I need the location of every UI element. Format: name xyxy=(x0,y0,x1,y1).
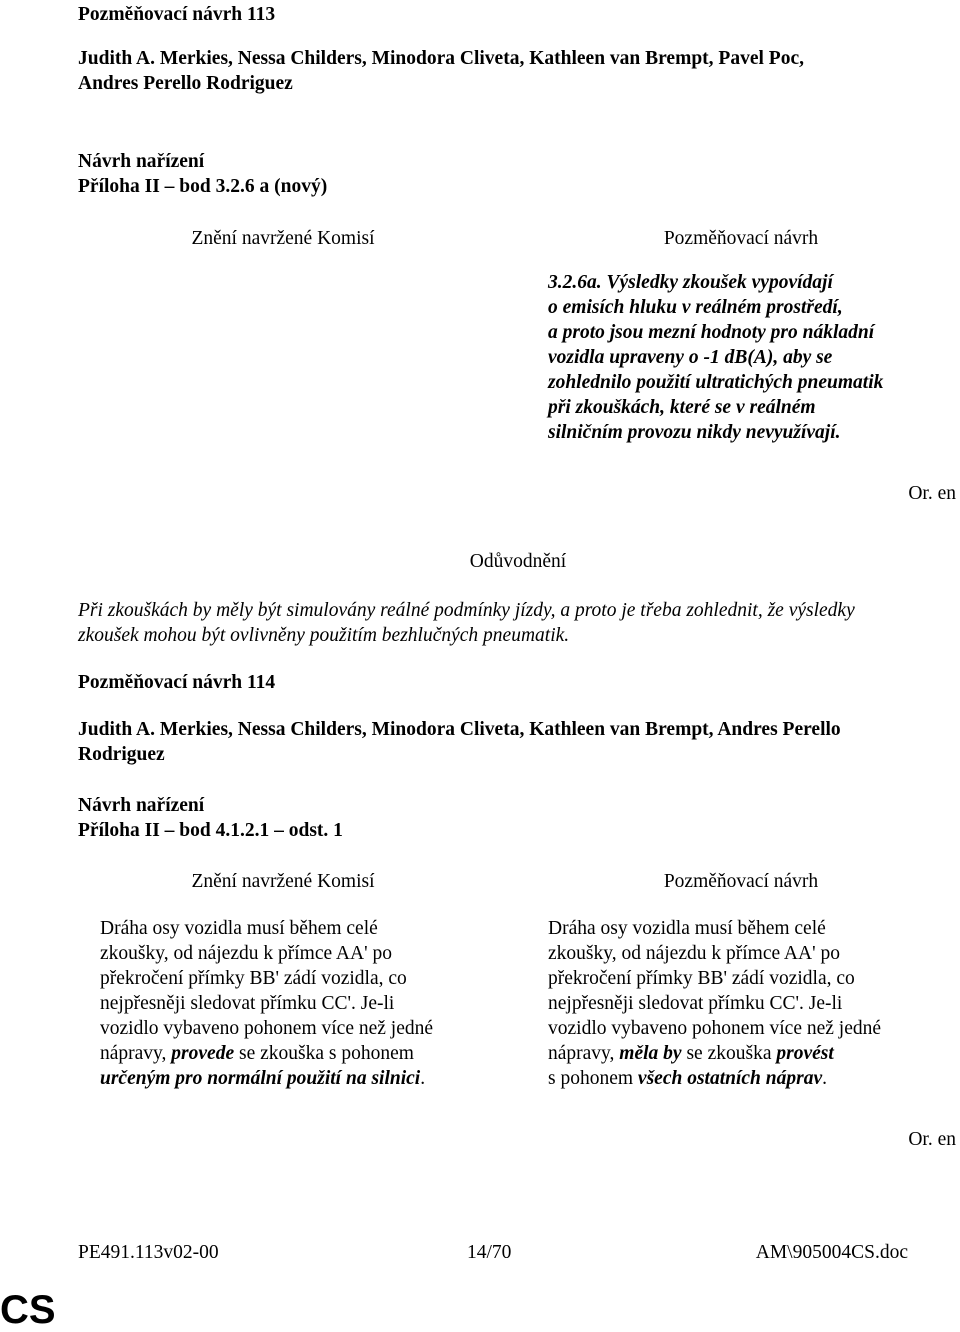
amendment-114-amendment-text xyxy=(548,916,938,1091)
text-run: nápravy, xyxy=(548,1043,620,1064)
amendment-113-commission-text-heading: Znění navržené Komisí xyxy=(191,228,375,249)
amendment-113-text-line: silničním provozu nikdy nevyužívají. xyxy=(548,422,841,443)
text-run: se zkouška s pohonem xyxy=(234,1043,414,1064)
footer-page-number: 14/70 xyxy=(467,1242,512,1263)
amendment-114-original-language: Or. en xyxy=(908,1129,956,1150)
changed-text: určeným pro normální použití na silnici xyxy=(100,1068,421,1089)
amendment-114-reference: Příloha II – bod 4.1.2.1 – odst. 1 xyxy=(78,820,343,841)
amendment-text-line: nejpřesněji sledovat přímku CC'. Je-li xyxy=(548,993,843,1014)
amendment-text-line: vozidlo vybaveno pohonem více než jedné xyxy=(548,1018,882,1039)
amendment-text-line: zkoušky, od nájezdu k přímce AA' po xyxy=(548,943,840,964)
amendment-113-justification-line2: zkoušek mohou být ovlivněny použitím bezhlučných pneumatik. xyxy=(78,625,570,646)
amendment-text-line xyxy=(548,1041,938,1066)
changed-text: všech ostatních náprav xyxy=(637,1068,823,1089)
footer-document-reference: PE491.113v02-00 xyxy=(78,1242,219,1263)
amendment-text-line: Dráha osy vozidla musí během celé xyxy=(548,918,826,939)
amendment-113-text-line: při zkouškách, které se v reálném xyxy=(548,397,816,418)
amendment-114-amendment-heading: Pozměňovací návrh xyxy=(663,871,819,892)
amendment-114-authors-line1: Judith A. Merkies, Nessa Childers, Minodora Cliveta, Kathleen van Brempt, Andres Perello xyxy=(78,719,841,740)
commission-text-line: Dráha osy vozidla musí během celé xyxy=(100,918,378,939)
amendment-text-line xyxy=(548,1066,938,1091)
changed-text: provést xyxy=(776,1043,834,1064)
amendment-113-amendment-text xyxy=(548,270,938,445)
amendment-114-title: Pozměňovací návrh 114 xyxy=(78,672,276,693)
amendment-114-commission-text-heading: Znění navržené Komisí xyxy=(191,871,375,892)
commission-text-line: překročení přímky BB' zádí vozidla, co xyxy=(100,968,407,989)
amendment-113-reference: Příloha II – bod 3.2.6 a (nový) xyxy=(78,176,328,197)
amendment-113-authors-line2: Andres Perello Rodriguez xyxy=(78,73,293,94)
footer-language-code: CS xyxy=(0,1288,56,1332)
amendment-113-original-language: Or. en xyxy=(908,483,956,504)
changed-text: provede xyxy=(171,1043,235,1064)
amendment-113-text-line: zohlednilo použití ultratichých pneumatik xyxy=(548,372,884,393)
text-run: se zkouška xyxy=(681,1043,777,1064)
commission-text-line xyxy=(100,1066,480,1091)
text-run: nápravy, xyxy=(100,1043,172,1064)
commission-text-line: nejpřesněji sledovat přímku CC'. Je-li xyxy=(100,993,395,1014)
amendment-113-justification-heading: Odůvodnění xyxy=(469,551,567,572)
text-run: . xyxy=(420,1068,426,1089)
amendment-113-proposal: Návrh nařízení xyxy=(78,151,205,172)
amendment-113-text-line: 3.2.6a. Výsledky zkoušek vypovídají xyxy=(548,272,833,293)
text-run: . xyxy=(822,1068,827,1089)
commission-text-line: zkoušky, od nájezdu k přímce AA' po xyxy=(100,943,392,964)
amendment-113-text-line: a proto jsou mezní hodnoty pro nákladní xyxy=(548,322,875,343)
amendment-114-commission-text xyxy=(100,916,480,1091)
commission-text-line: vozidlo vybaveno pohonem více než jedné xyxy=(100,1018,434,1039)
changed-text: měla by xyxy=(619,1043,682,1064)
text-run: s pohonem xyxy=(548,1068,638,1089)
amendment-113-title: Pozměňovací návrh 113 xyxy=(78,4,276,25)
amendment-113-authors-line1: Judith A. Merkies, Nessa Childers, Minodora Cliveta, Kathleen van Brempt, Pavel Poc, xyxy=(78,48,804,69)
amendment-text-line: překročení přímky BB' zádí vozidla, co xyxy=(548,968,855,989)
amendment-114-authors-line2: Rodriguez xyxy=(78,744,165,765)
amendment-113-amendment-heading: Pozměňovací návrh xyxy=(663,228,819,249)
amendment-114-proposal: Návrh nařízení xyxy=(78,795,205,816)
footer-am-reference: AM\905004CS.doc xyxy=(755,1242,908,1263)
commission-text-line xyxy=(100,1041,480,1066)
amendment-113-justification-line1: Při zkouškách by měly být simulovány reálné podmínky jízdy, a proto je třeba zohlednit, že výsledky xyxy=(78,600,855,621)
amendment-113-text-line: vozidla upraveny o -1 dB(A), aby se xyxy=(548,347,833,368)
amendment-113-text-line: o emisích hluku v reálném prostředí, xyxy=(548,297,843,318)
